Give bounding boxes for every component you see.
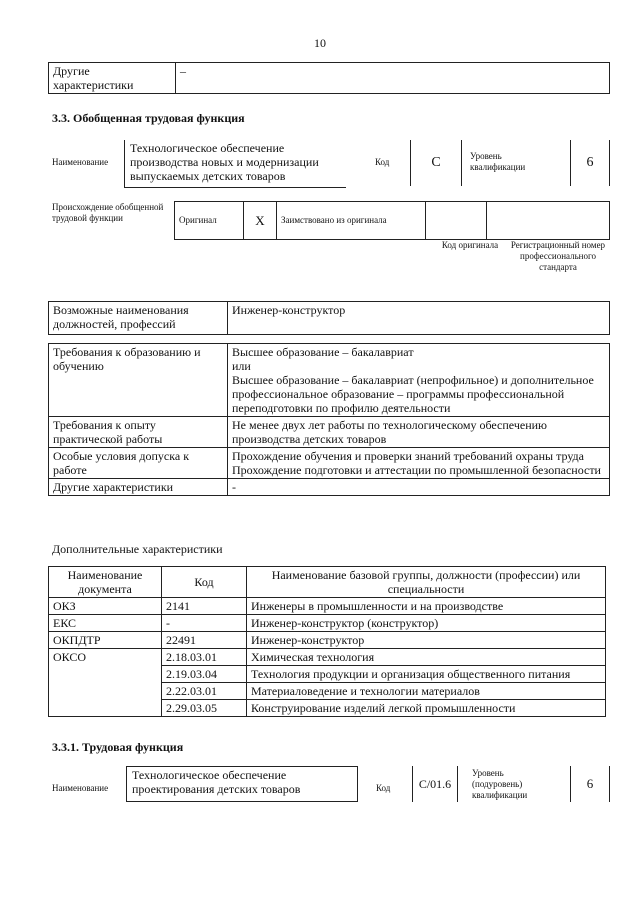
additional-title: Дополнительные характеристики: [52, 542, 223, 556]
tf-code-label: Код: [376, 783, 391, 793]
doc-name: ОКПДТР: [49, 632, 162, 649]
page-number: 10: [314, 36, 326, 50]
req-line: -: [232, 480, 236, 494]
req-label: Требования к образованию и обучению: [49, 344, 228, 417]
doc-title: Материаловедение и технологии материалов: [247, 683, 606, 700]
positions-label: Возможные наименования должностей, профессий: [49, 302, 228, 335]
additional-header: Наименование документа: [49, 567, 162, 598]
section-33-heading: 3.3. Обобщенная трудовая функция: [52, 111, 245, 125]
tf-name-value: Технологическое обеспечение проектирования детских товаров: [126, 766, 358, 802]
tf-level-value: 6: [570, 766, 610, 802]
additional-table: [48, 566, 606, 717]
gtf-level-value: 6: [570, 140, 610, 186]
requirements-table: [48, 343, 610, 496]
doc-code: -: [162, 615, 247, 632]
doc-title: Технология продукции и организация общественного питания: [247, 666, 606, 683]
table-row: [49, 632, 606, 649]
gtf-name-value: Технологическое обеспечение производства новых и модернизации выпускаемых детских товаров: [124, 140, 346, 188]
tf-code-value: C/01.6: [412, 766, 458, 802]
origin-table: [174, 201, 610, 240]
req-line: Прохождение подготовки и аттестации по промышленной безопасности: [232, 463, 601, 477]
code-original-caption: Код оригинала: [441, 240, 499, 250]
additional-header: Код: [162, 567, 247, 598]
req-line: Не менее двух лет работы по технологическому обеспечению производства детских товаров: [232, 418, 548, 446]
section-331-heading: 3.3.1. Трудовая функция: [52, 740, 184, 754]
doc-name: ЕКС: [49, 615, 162, 632]
doc-name: ОКСО: [49, 649, 162, 717]
code-original-cell: [426, 202, 487, 240]
table-row: [49, 615, 606, 632]
doc-code: 2.18.03.01: [162, 649, 247, 666]
reg-number-caption: Регистрационный номер профессионального стандарта: [510, 240, 606, 272]
top-other-label: Другие характеристики: [49, 63, 176, 94]
req-line: Прохождение обучения и проверки знаний требований охраны труда: [232, 449, 584, 463]
doc-title: Конструирование изделий легкой промышленности: [247, 700, 606, 717]
borrowed-label: Заимствовано из оригинала: [277, 202, 426, 240]
positions-table: [48, 301, 610, 335]
doc-name: ОКЗ: [49, 598, 162, 615]
req-row-education: [49, 344, 610, 417]
original-mark: X: [244, 202, 277, 240]
gtf-name-label: Наименование: [52, 157, 109, 167]
req-row-special: [49, 448, 610, 479]
req-line: или: [232, 359, 251, 373]
reg-number-cell: [487, 202, 610, 240]
doc-code: 2.22.03.01: [162, 683, 247, 700]
doc-code: 2.19.03.04: [162, 666, 247, 683]
req-label: Другие характеристики: [49, 479, 228, 496]
gtf-level-label: Уровень квалификации: [470, 151, 526, 172]
req-row-other: [49, 479, 610, 496]
additional-header: Наименование базовой группы, должности (профессии) или специальности: [247, 567, 606, 598]
doc-title: Инженеры в промышленности и на производстве: [247, 598, 606, 615]
req-line: Высшее образование – бакалавриат (непрофильное) и дополнительное профессиональное образование – программы профессиональной переподготовки по профилю деятельности: [232, 373, 594, 415]
doc-code: 22491: [162, 632, 247, 649]
top-other-table: [48, 62, 610, 94]
req-label: Особые условия допуска к работе: [49, 448, 228, 479]
positions-value: Инженер-конструктор: [228, 302, 610, 335]
req-line: Высшее образование – бакалавриат: [232, 345, 414, 359]
doc-code: 2141: [162, 598, 247, 615]
doc-title: Инженер-конструктор: [247, 632, 606, 649]
doc-title: Инженер-конструктор (конструктор): [247, 615, 606, 632]
tf-name-label: Наименование: [52, 783, 109, 793]
tf-level-label: Уровень (подуровень) квалификации: [472, 768, 528, 800]
gtf-code-value: C: [410, 140, 462, 186]
table-row: [49, 598, 606, 615]
table-row: [49, 649, 606, 666]
top-other-value: –: [176, 63, 610, 94]
doc-title: Химическая технология: [247, 649, 606, 666]
original-label: Оригинал: [175, 202, 244, 240]
gtf-code-label: Код: [375, 157, 390, 167]
req-row-experience: [49, 417, 610, 448]
doc-code: 2.29.03.05: [162, 700, 247, 717]
additional-header-row: [49, 567, 606, 598]
req-label: Требования к опыту практической работы: [49, 417, 228, 448]
gtf-origin-label: Происхождение обобщенной трудовой функции: [52, 202, 164, 223]
